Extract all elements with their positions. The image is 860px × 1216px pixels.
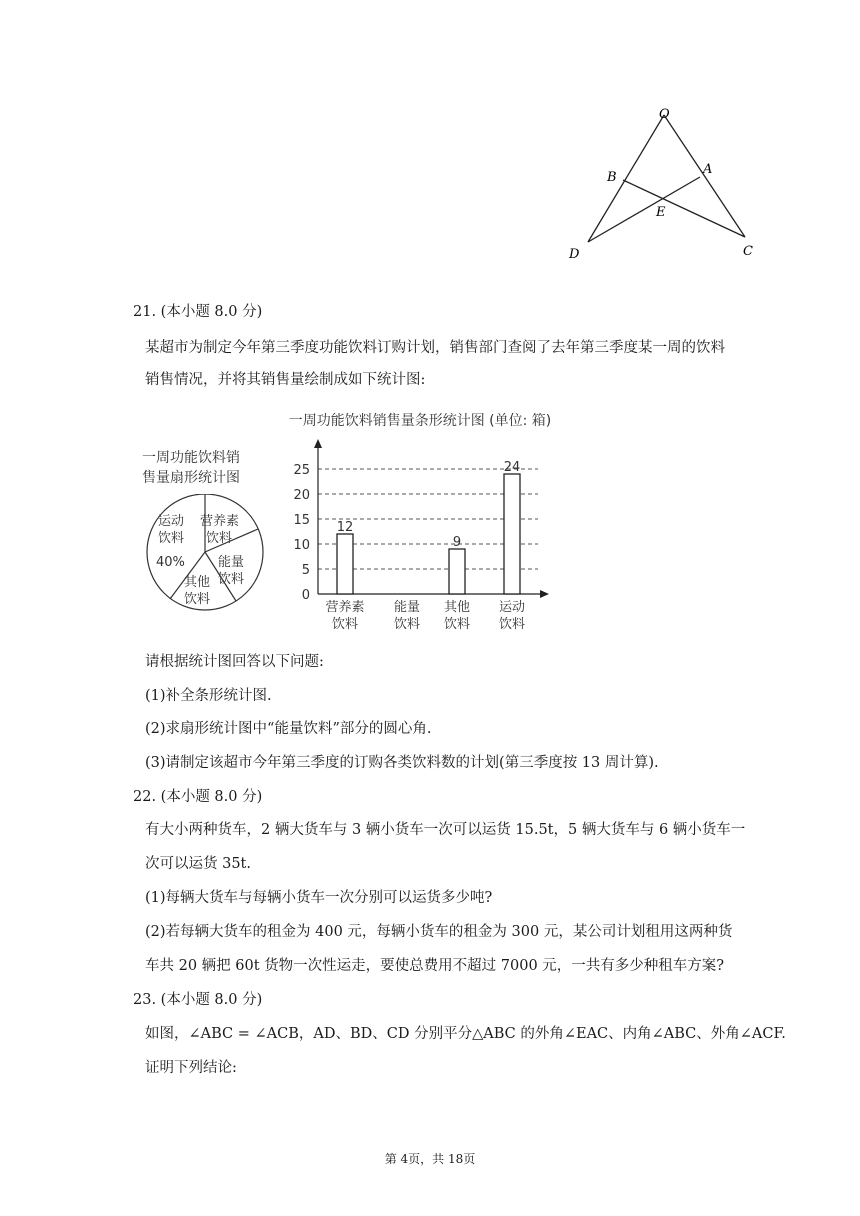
y-tick-label-10: 10 bbox=[293, 538, 310, 553]
q22-sub1: (1)每辆大货车与每辆小货车一次分别可以运货多少吨? bbox=[145, 890, 493, 906]
bar-chart bbox=[290, 436, 550, 636]
bar-3 bbox=[504, 474, 520, 594]
pie-label-sport-1: 运动 bbox=[158, 514, 185, 529]
data-label-2: 9 bbox=[452, 535, 462, 550]
pie-label-sport-2: 饮料 bbox=[158, 531, 185, 546]
x-tick-label-1-2: 饮料 bbox=[393, 617, 421, 632]
pie-label-nutri-1: 营养素 bbox=[200, 514, 240, 529]
pie-label-energy-1: 能量 bbox=[218, 555, 245, 570]
bar-chart-title: 一周功能饮料销售量条形统计图 (单位: 箱) bbox=[288, 413, 552, 429]
q21-sub3: (3)请制定该超市今年第三季度的订购各类饮料数的计划(第三季度按 13 周计算). bbox=[145, 755, 659, 771]
y-tick-label-5: 5 bbox=[301, 563, 310, 578]
bar-0 bbox=[337, 534, 353, 594]
q22-header: 22. (本小题 8.0 分) bbox=[133, 789, 263, 805]
x-tick-label-0-1: 营养素 bbox=[325, 600, 365, 615]
y-axis-arrow bbox=[314, 439, 322, 448]
pie-chart-title bbox=[142, 448, 240, 488]
pie-label-nutri-2: 饮料 bbox=[206, 531, 233, 546]
q22-sub2-line1: (2)若每辆大货车的租金为 400 元，每辆小货车的租金为 300 元，某公司计划租用这两种货 bbox=[145, 924, 733, 940]
q22-sub2-line2: 车共 20 辆把 60t 货物一次性运走，要使总费用不超过 7000 元，一共有多少种租车方案? bbox=[145, 958, 725, 974]
pie-label-other-1: 其他 bbox=[184, 575, 211, 590]
q21-intro-line2: 销售情况，并将其销售量绘制成如下统计图: bbox=[145, 372, 426, 388]
point-label-o: O bbox=[659, 107, 670, 122]
q23-line2: 证明下列结论: bbox=[145, 1060, 237, 1076]
pie-label-sport-pct: 40% bbox=[156, 555, 185, 570]
bar-marks bbox=[337, 474, 520, 594]
q21-sub2: (2)求扇形统计图中“能量饮料”部分的圆心角. bbox=[145, 721, 432, 737]
pie-label-energy-2: 饮料 bbox=[218, 572, 245, 587]
x-tick-label-3-1: 运动 bbox=[498, 600, 526, 615]
pie-title-line2: 售量扇形统计图 bbox=[142, 470, 240, 486]
bar-2 bbox=[449, 549, 465, 594]
x-tick-label-2-2: 饮料 bbox=[443, 617, 471, 632]
q23-line1: 如图，∠ABC = ∠ACB，AD、BD、CD 分别平分△ABC 的外角∠EAC、内角∠ABC、外角∠ACF. bbox=[145, 1026, 786, 1042]
x-axis-arrow bbox=[540, 590, 549, 598]
point-label-a: A bbox=[703, 162, 713, 177]
x-tick-label-1-1: 能量 bbox=[393, 600, 421, 615]
point-label-d: D bbox=[569, 247, 580, 262]
q21-sub1: (1)补全条形统计图. bbox=[145, 688, 272, 704]
pie-label-other-2: 饮料 bbox=[184, 592, 211, 607]
q22-line1: 有大小两种货车，2 辆大货车与 3 辆小货车一次可以运货 15.5t，5 辆大货车与 6 辆小货车一 bbox=[145, 822, 746, 838]
bar-labels bbox=[293, 460, 525, 632]
q22-line2: 次可以运货 35t. bbox=[145, 856, 251, 872]
y-tick-label-15: 15 bbox=[293, 513, 310, 528]
point-label-e: E bbox=[656, 205, 666, 220]
point-label-c: C bbox=[743, 244, 753, 259]
x-tick-label-0-2: 饮料 bbox=[331, 617, 359, 632]
data-label-0: 12 bbox=[336, 520, 354, 535]
y-tick-label-0: 0 bbox=[301, 588, 310, 603]
y-tick-label-25: 25 bbox=[293, 463, 310, 478]
q23-header: 23. (本小题 8.0 分) bbox=[133, 992, 263, 1008]
geometry-figure bbox=[560, 100, 780, 270]
point-label-b: B bbox=[607, 170, 617, 185]
page-footer: 第 4页，共 18页 bbox=[384, 1152, 476, 1166]
pie-chart bbox=[140, 494, 270, 618]
y-tick-label-20: 20 bbox=[293, 488, 310, 503]
x-tick-label-2-1: 其他 bbox=[443, 600, 471, 615]
segment-od bbox=[588, 115, 664, 242]
pie-title-line1: 一周功能饮料销 bbox=[142, 450, 240, 466]
data-label-3: 24 bbox=[503, 460, 521, 475]
q21-header: 21. (本小题 8.0 分) bbox=[133, 304, 263, 320]
q21-intro-line1: 某超市为制定今年第三季度功能饮料订购计划，销售部门查阅了去年第三季度某一周的饮料 bbox=[145, 340, 725, 356]
segment-da bbox=[588, 177, 700, 242]
q21-prompt: 请根据统计图回答以下问题: bbox=[145, 654, 324, 670]
x-tick-label-3-2: 饮料 bbox=[498, 617, 526, 632]
